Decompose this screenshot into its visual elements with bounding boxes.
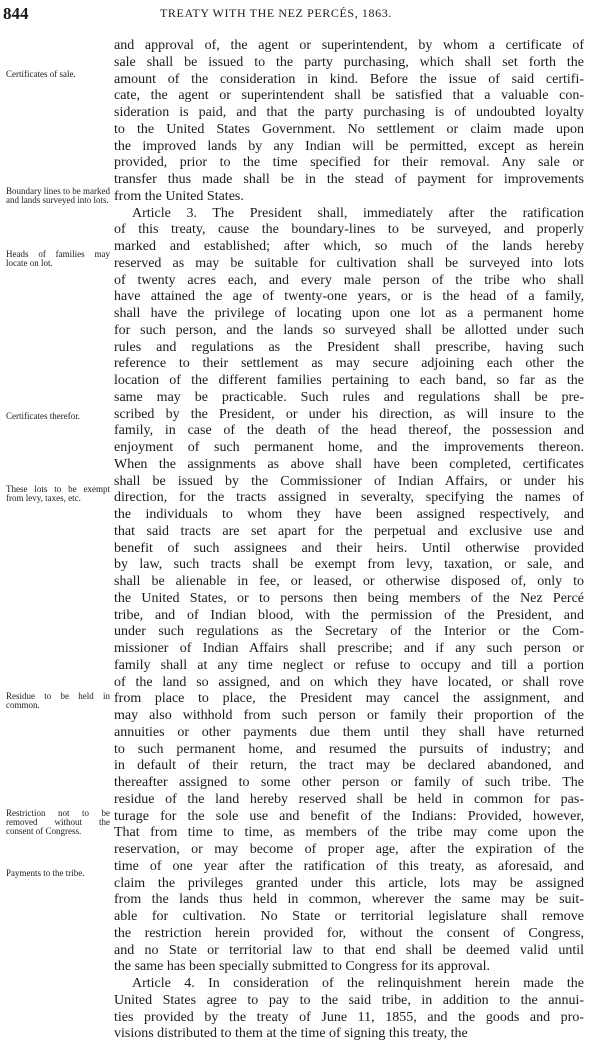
margin-note: These lots to be exempt from levy, taxes, etc. <box>6 484 110 503</box>
body-line: transfer thus made shall be in the stead of payment for improvements <box>114 172 584 187</box>
margin-note: Residue to be held in common. <box>6 691 110 710</box>
body-line: the improved lands by any Indian will be permitted, except as herein <box>114 138 584 154</box>
margin-note: Certificates therefor. <box>6 411 80 421</box>
margin-note: Certificates of sale. <box>6 69 76 79</box>
body-line: able for cultivation. No State or territorial legislature shall remove <box>114 909 584 924</box>
body-line: thereafter assigned to some other person or family of such tribe. The <box>114 775 584 790</box>
body-line: reserved as may be suitable for cultivation shall be surveyed into lots <box>114 255 584 271</box>
body-line: from place to place, the President may cancel the assignment, and <box>114 691 584 707</box>
margin-note: Restriction not to be removed without the consent of Congress. <box>6 808 110 836</box>
body-line: in default of their return, the tract may be declared abandoned, and <box>114 758 584 774</box>
body-line: under such regulations as the Secretary of the Interior or the Com- <box>114 624 584 640</box>
body-line: Article 4. In consideration of the relinquishment herein made the <box>132 976 584 991</box>
body-line: same may be practicable. Such rules and regulations shall be pre- <box>114 389 584 405</box>
body-line: visions distributed to them at the time of signing this treaty, the <box>114 1026 468 1042</box>
body-line: ties provided by the treaty of June 11, 1855, and the goods and pro- <box>114 1009 584 1025</box>
body-line: for such person, and the lands so surveyed shall be allotted under such <box>114 322 584 338</box>
body-line: the United States, or to persons then being members of the Nez Percé <box>114 590 584 606</box>
body-line: That from time to time, as members of the tribe may come upon the <box>114 825 584 841</box>
body-line: reservation, or may become of proper age, after the expiration of the <box>114 842 584 857</box>
body-line: of the land so assigned, and on which they have located, or shall rove <box>114 674 584 690</box>
body-line: the individuals to whom they have been assigned respectively, and <box>114 507 584 522</box>
body-line: direction, for the tracts assigned in severalty, specifying the names of <box>114 490 584 506</box>
body-line: provided, prior to the time specified for their removal. Any sale or <box>114 155 584 171</box>
body-line: reference to their settlement as may secure adjoining each other the <box>114 356 584 372</box>
body-line: to the United States Government. No settlement or claim made upon <box>114 121 584 137</box>
body-line: turage for the sole use and benefit of the Indians: Provided, however, <box>114 808 584 824</box>
body-line: and no State or territorial law to that end shall be deemed valid until <box>114 942 584 958</box>
body-line: marked and established; after which, so much of the lands hereby <box>114 239 584 254</box>
body-line: sale shall be issued to the party purchasing, which shall set forth the <box>114 54 584 70</box>
margin-note: Heads of families may locate on lot. <box>6 249 110 268</box>
body-line: by law, such tracts shall be exempt from levy, taxation, or sale, and <box>114 557 584 573</box>
body-line: location of the different families pertaining to each band, so far as the <box>114 373 584 388</box>
body-line: that said tracts are set apart for the perpetual and exclusive use and <box>114 523 584 539</box>
body-line: claim the privileges granted under this article, lots may be assigned <box>114 875 584 891</box>
body-line: missioner of Indian Affairs shall prescribe; and if any such person or <box>114 641 584 656</box>
margin-note: Boundary lines to be marked and lands surveyed into lots. <box>6 186 110 205</box>
body-line: the same has been specially submitted to Congress for its approval. <box>114 959 490 975</box>
body-line: time of one year after the ratification of this treaty, as aforesaid, and <box>114 858 584 874</box>
page-number: 844 <box>3 4 29 23</box>
running-title: TREATY WITH THE NEZ PERCÉS, 1863. <box>160 6 392 20</box>
body-line: the restriction herein provided for, without the consent of Congress, <box>114 925 584 941</box>
body-line: family, in case of the death of the head thereof, the possession and <box>114 423 584 439</box>
body-line: have attained the age of twenty-one years, or is the head of a family, <box>114 289 584 305</box>
body-line: to such permanent home, and resumed the pursuits of industry; and <box>114 741 584 757</box>
body-line: United States agree to pay to the said tribe, in addition to the annui- <box>114 992 584 1008</box>
body-line: from the United States. <box>114 188 244 204</box>
body-line: of this treaty, cause the boundary-lines to be surveyed, and properly <box>114 222 584 238</box>
body-line: of twenty acres each, and every male person of the tribe who shall <box>114 272 584 288</box>
body-line: shall have the privilege of locating upon one lot as a permanent home <box>114 306 584 321</box>
margin-note: Payments to the tribe. <box>6 868 85 878</box>
treaty-body-text <box>114 38 584 1043</box>
body-line: scribed by the President, or under his direction, as will insure to the <box>114 406 584 422</box>
body-line: and approval of, the agent or superintendent, by whom a certificate of <box>114 38 584 53</box>
body-line: annuities or other payments due them until they shall have returned <box>114 724 584 740</box>
body-line: may also withhold from such person or family their proportion of the <box>114 708 584 723</box>
body-line: amount of the consideration in kind. Before the issue of said certifi- <box>114 71 584 87</box>
body-line: enjoyment of such permanent home, and the improvements thereon. <box>114 440 584 455</box>
body-line: from the lands thus held in common, wherever the same may be suit- <box>114 892 584 908</box>
body-line: When the assignments as above shall have been completed, certificates <box>114 456 584 472</box>
body-line: residue of the land hereby reserved shall be held in common for pas- <box>114 791 584 807</box>
body-line: rules and regulations as the President shall prescribe, having such <box>114 339 584 355</box>
body-line: shall be alienable in fee, or leased, or otherwise disposed of, only to <box>114 574 584 589</box>
body-line: cate, the agent or superintendent shall be satisfied that a valuable con- <box>114 88 584 104</box>
body-line: benefit of such assignees and their heirs. Until otherwise provided <box>114 540 584 556</box>
body-line: shall be issued by the Commissioner of Indian Affairs, or under his <box>114 473 584 489</box>
body-line: sideration is paid, and that the party purchasing is of undoubted loyalty <box>114 105 584 120</box>
body-line: Article 3. The President shall, immediately after the ratification <box>132 205 584 221</box>
body-line: tribe, and of Indian blood, with the permission of the President, and <box>114 607 584 623</box>
body-line: family shall at any time neglect or refuse to occupy and till a portion <box>114 657 584 673</box>
page-header <box>0 4 600 26</box>
